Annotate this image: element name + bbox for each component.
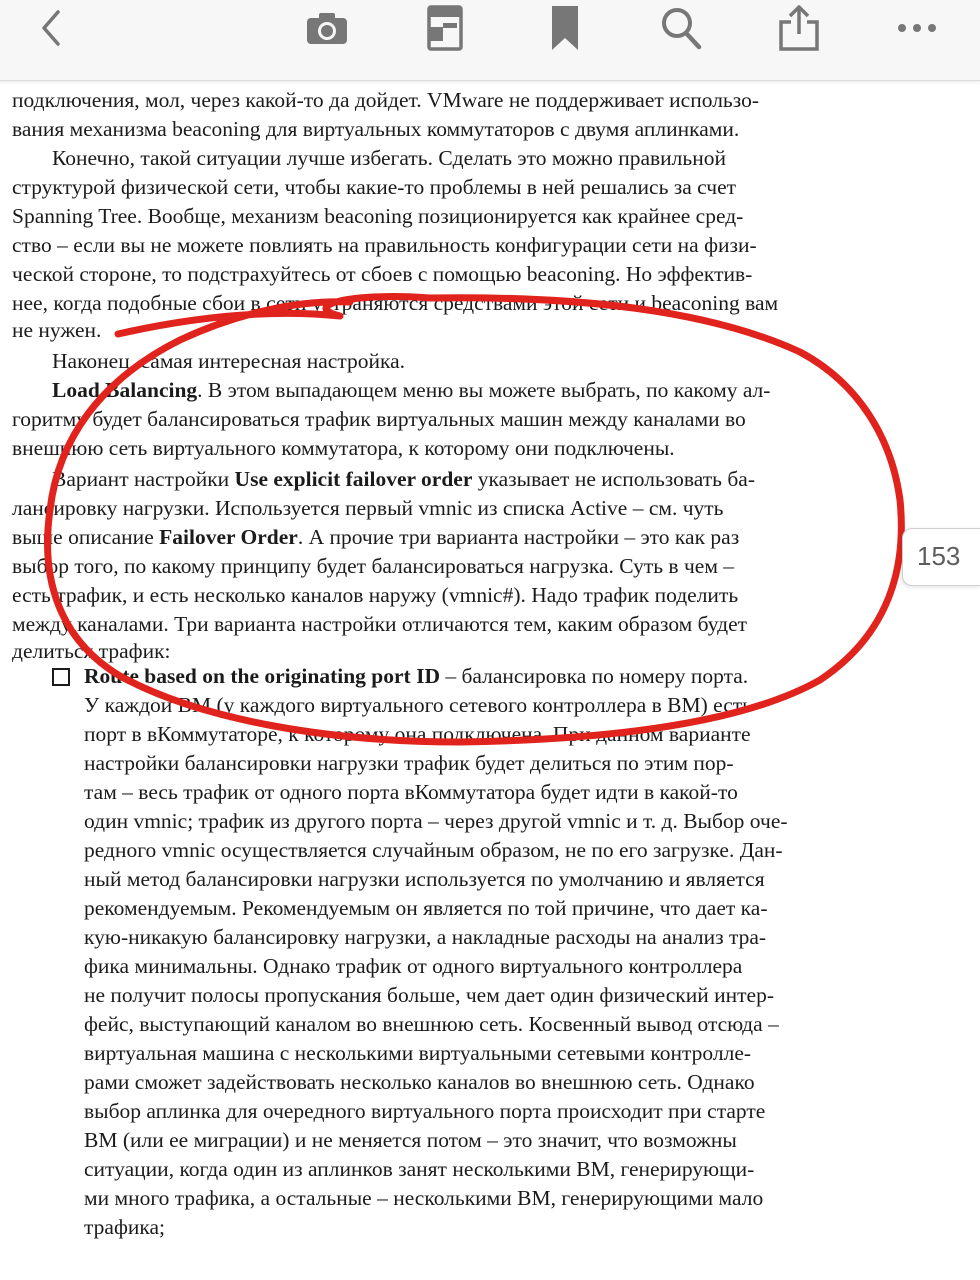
more-icon	[897, 23, 937, 33]
text-line: не получит полосы пропускания больше, чем дает один физический интер-	[84, 983, 774, 1007]
book-page	[0, 80, 980, 1280]
text-line: выбор аплинка для очередного виртуального порта происходит при старте	[84, 1099, 766, 1123]
chevron-left-icon	[36, 8, 66, 48]
text-line: ВМ (или ее миграции) и не меняется потом – это значит, что возможны	[84, 1128, 737, 1152]
text-line: ный метод балансировки нагрузки используется по умолчанию и является	[84, 867, 765, 891]
text-line: там – весь трафик от одного порта вКоммутатора будет идти в какой-то	[84, 780, 738, 804]
reader-toolbar	[0, 0, 980, 81]
text-line: ческой стороне, то подстрахуйтесь от сбоев с помощью beaconing. Но эффектив-	[12, 262, 753, 286]
text-line: рами сможет задействовать несколько каналов во внешнюю сеть. Однако	[84, 1070, 755, 1094]
share-icon	[777, 4, 821, 52]
text-line: рекомендуемым. Рекомендуемым он является по той причине, что дает ка-	[84, 896, 768, 920]
text-line: трафика;	[84, 1215, 166, 1239]
text-line: Конечно, такой ситуации лучше избегать. Сделать это можно правильной	[52, 146, 726, 170]
text-line: Наконец, самая интересная настройка.	[52, 349, 406, 373]
term-load-balancing: Load Balancing	[52, 378, 198, 402]
text-line: вания механизма beaconing для виртуальных коммутаторов с двумя аплинками.	[12, 117, 740, 141]
text-line: порт в вКоммутаторе, к которому она подключена. При данном варианте	[84, 722, 751, 746]
list-item-title: Route based on the originating port ID – балансировка по номеру порта.	[84, 664, 749, 688]
text-line: Вариант настройки Use explicit failover order указывает не использовать ба-	[52, 467, 755, 491]
text-line: фейс, выступающий каналом во внешнюю сеть. Косвенный вывод отсюда –	[84, 1012, 779, 1036]
text-line: подключения, мол, через какой-то да дойдет. VMware не поддерживает использо-	[12, 88, 759, 112]
text-line: ситуации, когда один из аплинков занят несколькими ВМ, генерирующи-	[84, 1157, 755, 1181]
bookmark-button[interactable]	[530, 0, 600, 56]
text-line: ми много трафика, а остальные – несколькими ВМ, генерирующими мало	[84, 1186, 764, 1210]
term-failover-order: Failover Order	[159, 525, 298, 549]
text-line: горитму будет балансироваться трафик виртуальных машин между каналами во	[12, 407, 746, 431]
back-button[interactable]	[16, 0, 86, 56]
text-line: один vmnic; трафик из другого порта – через другой vmnic и т. д. Выбор оче-	[84, 809, 788, 833]
text-line: внешнюю сеть виртуального коммутатора, к которому они подключены.	[12, 436, 675, 460]
text-line: виртуальная машина с несколькими виртуальными сетевыми контролле-	[84, 1041, 752, 1065]
text-line: структурой физической сети, чтобы какие-то проблемы в ней решались за счет	[12, 175, 737, 199]
page-number-label: 153	[917, 541, 961, 571]
bookmark-icon	[550, 4, 580, 52]
contents-button[interactable]	[410, 0, 480, 56]
text-line: лансировку нагрузки. Используется первый vmnic из списка Active – см. чуть	[12, 496, 724, 520]
share-button[interactable]	[764, 0, 834, 56]
text-line: нее, когда подобные сбои в сети устраняются средствами этой сети и beaconing вам	[12, 291, 779, 315]
more-button[interactable]	[882, 0, 952, 56]
term-explicit-failover: Use explicit failover order	[234, 467, 473, 491]
contents-icon	[427, 5, 463, 51]
camera-button[interactable]	[292, 0, 362, 56]
search-button[interactable]	[646, 0, 716, 56]
text-line: не нужен.	[12, 318, 102, 342]
text-line: редного vmnic осуществляется случайным образом, не по его загрузке. Дан-	[84, 838, 783, 862]
text-line: настройки балансировки нагрузки трафик будет делиться по этим пор-	[84, 751, 734, 775]
text-line: Load Balancing. В этом выпадающем меню вы можете выбрать, по какому ал-	[52, 378, 771, 402]
term-route-port-id: Route based on the originating port ID	[84, 664, 440, 688]
camera-icon	[305, 10, 349, 46]
text-line: выбор того, по какому принципу будет балансироваться нагрузка. Суть в чем –	[12, 554, 735, 578]
page-number-tab[interactable]	[902, 528, 980, 586]
text-line: выше описание Failover Order. А прочие три варианта настройки – это как раз	[12, 525, 740, 549]
search-icon	[659, 5, 703, 51]
text-line: есть трафик, и есть несколько каналов наружу (vmnic#). Надо трафик поделить	[12, 583, 739, 607]
text-line: между каналами. Три варианта настройки отличаются тем, каким образом будет	[12, 612, 748, 636]
text-line: фика минимальны. Однако трафик от одного виртуального контроллера	[84, 954, 743, 978]
text-line: делиться трафик:	[12, 639, 171, 663]
text-line: кую-никакую балансировку нагрузки, а накладные расходы на анализ тра-	[84, 925, 767, 949]
list-bullet-checkbox	[52, 668, 70, 686]
text-line: У каждой ВМ (у каждого виртуального сетевого контроллера в ВМ) есть	[84, 693, 752, 717]
text-line: Spanning Tree. Вообще, механизм beaconing позиционируется как крайнее сред-	[12, 204, 744, 228]
text-line: ство – если вы не можете повлиять на правильность конфигурации сети на физи-	[12, 233, 757, 257]
